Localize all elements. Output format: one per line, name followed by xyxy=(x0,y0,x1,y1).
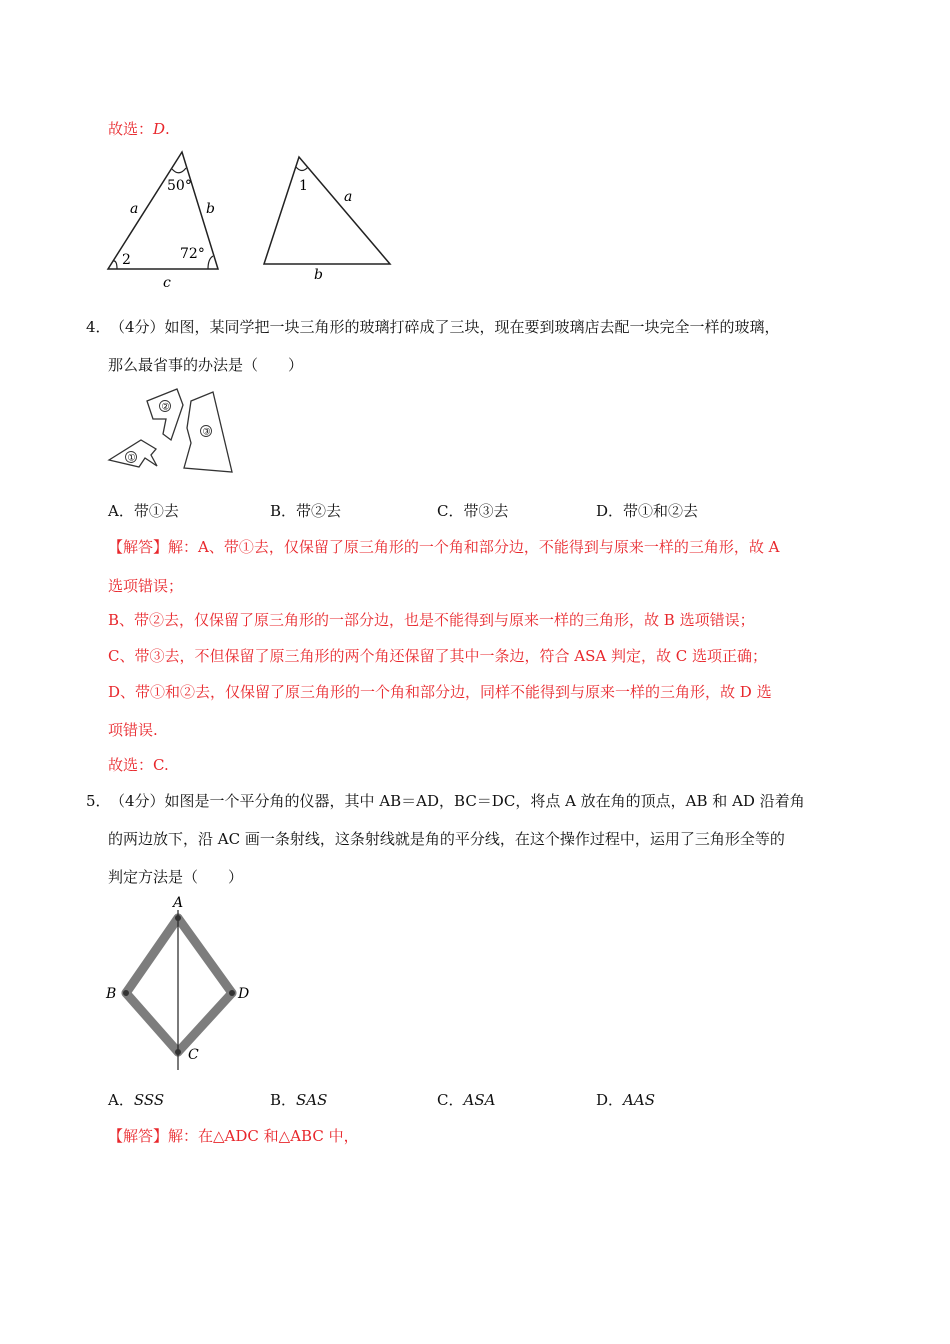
q4-option-a[interactable] xyxy=(108,500,179,521)
solution-text: 解：在△ADC 和△ABC 中， xyxy=(168,1127,359,1145)
option-letter: C． xyxy=(437,1091,464,1109)
option-text: ASA xyxy=(463,1091,496,1109)
glass-piece-1 xyxy=(109,440,157,467)
option-letter: A． xyxy=(108,1091,134,1109)
point-b-label: B xyxy=(106,986,117,1002)
point-a-label: A xyxy=(173,895,184,911)
q5-option-c[interactable] xyxy=(437,1089,495,1110)
point-d-label: D xyxy=(238,986,250,1002)
q4-solution-line-4: C、带③去，不但保留了原三角形的两个角还保留了其中一条边，符合 ASA 判定，故 C 选项正确； xyxy=(108,647,767,665)
q4-solution-line-5: D、带①和②去，仅保留了原三角形的一个角和部分边，同样不能得到与原来一样的三角形，故 D 选 xyxy=(108,683,772,701)
q5-option-d[interactable] xyxy=(596,1089,655,1110)
option-text: SAS xyxy=(296,1091,328,1109)
q5-text-1: 如图是一个平分角的仪器，其中 AB＝AD，BC＝DC，将点 A 放在角的顶点，AB 和 AD 沿着角 xyxy=(164,792,805,810)
option-text: 带①和②去 xyxy=(623,502,699,520)
triangles-figure xyxy=(100,145,400,290)
broken-glass-figure xyxy=(105,383,240,478)
q4-number: 4． xyxy=(86,318,111,336)
q4-solution-line-3: B、带②去，仅保留了原三角形的一部分边，也是不能得到与原来一样的三角形，故 B 选项错误； xyxy=(108,611,755,629)
instrument-arms xyxy=(126,918,232,1052)
option-text: AAS xyxy=(623,1091,655,1109)
option-text: 带③去 xyxy=(463,502,509,520)
prev-answer-line xyxy=(108,118,170,139)
option-letter: B． xyxy=(270,502,297,520)
option-letter: D． xyxy=(596,1091,624,1109)
prev-answer-letter: D xyxy=(153,120,166,138)
q4-score: （4分） xyxy=(110,318,165,336)
q4-text-2: 那么最省事的办法是（ ） xyxy=(108,356,304,374)
q5-text-3: 判定方法是（ ） xyxy=(108,868,244,886)
option-letter: C． xyxy=(437,502,464,520)
angle-1-label: 1 xyxy=(299,178,308,194)
glass-piece-2 xyxy=(147,389,183,440)
piece-1-label: ① xyxy=(127,453,136,464)
q4-text-line-1 xyxy=(110,316,780,337)
angle-bisector-instrument xyxy=(100,890,260,1070)
piece-3-label: ③ xyxy=(202,427,211,438)
side-a-label: a xyxy=(344,189,353,205)
solution-tag: 【解答】 xyxy=(108,538,169,556)
left-triangle xyxy=(108,152,218,290)
q5-text-line-1 xyxy=(110,790,805,811)
option-text: SSS xyxy=(133,1091,165,1109)
side-b-label: b xyxy=(314,267,323,283)
q5-score: （4分） xyxy=(110,792,165,810)
option-text: 带②去 xyxy=(296,502,342,520)
point-c-label: C xyxy=(188,1047,199,1063)
q5-option-a[interactable] xyxy=(108,1089,164,1110)
angle-right-label: 72° xyxy=(180,246,205,262)
q5-option-b[interactable] xyxy=(270,1089,327,1110)
q4-solution-line-2: 选项错误； xyxy=(108,577,184,595)
side-b-label: b xyxy=(206,201,215,217)
piece-2-label: ② xyxy=(161,402,170,413)
option-letter: B． xyxy=(270,1091,297,1109)
side-c-label: c xyxy=(163,275,171,290)
prev-answer-suffix: . xyxy=(165,120,170,138)
q4-option-b[interactable] xyxy=(270,500,341,521)
option-letter: A． xyxy=(108,502,134,520)
q4-solution-line-6: 项错误. xyxy=(108,721,158,739)
option-letter: D． xyxy=(596,502,624,520)
right-triangle xyxy=(264,157,390,283)
angle-top-label: 50° xyxy=(167,178,192,194)
prev-answer-prefix: 故选： xyxy=(108,120,154,138)
instrument-joints xyxy=(123,915,235,1055)
q5-number: 5． xyxy=(86,792,111,810)
side-a-label: a xyxy=(130,201,139,217)
q4-text-1: 如图，某同学把一块三角形的玻璃打碎成了三块，现在要到玻璃店去配一块完全一样的玻璃， xyxy=(164,318,780,336)
solution-text: 解：A、带①去，仅保留了原三角形的一个角和部分边，不能得到与原来一样的三角形，故 A xyxy=(168,538,780,556)
option-text: 带①去 xyxy=(133,502,179,520)
q4-solution-line-1 xyxy=(108,536,779,557)
q5-solution-line xyxy=(108,1125,359,1146)
angle-left-label: 2 xyxy=(122,252,131,268)
q4-option-c[interactable] xyxy=(437,500,509,521)
glass-piece-3 xyxy=(184,392,232,472)
q5-text-2: 的两边放下，沿 AC 画一条射线，这条射线就是角的平分线，在这个操作过程中，运用了三角形全等的 xyxy=(108,830,785,848)
q4-option-d[interactable] xyxy=(596,500,698,521)
solution-tag: 【解答】 xyxy=(108,1127,169,1145)
q4-solution-line-7: 故选：C. xyxy=(108,756,169,774)
